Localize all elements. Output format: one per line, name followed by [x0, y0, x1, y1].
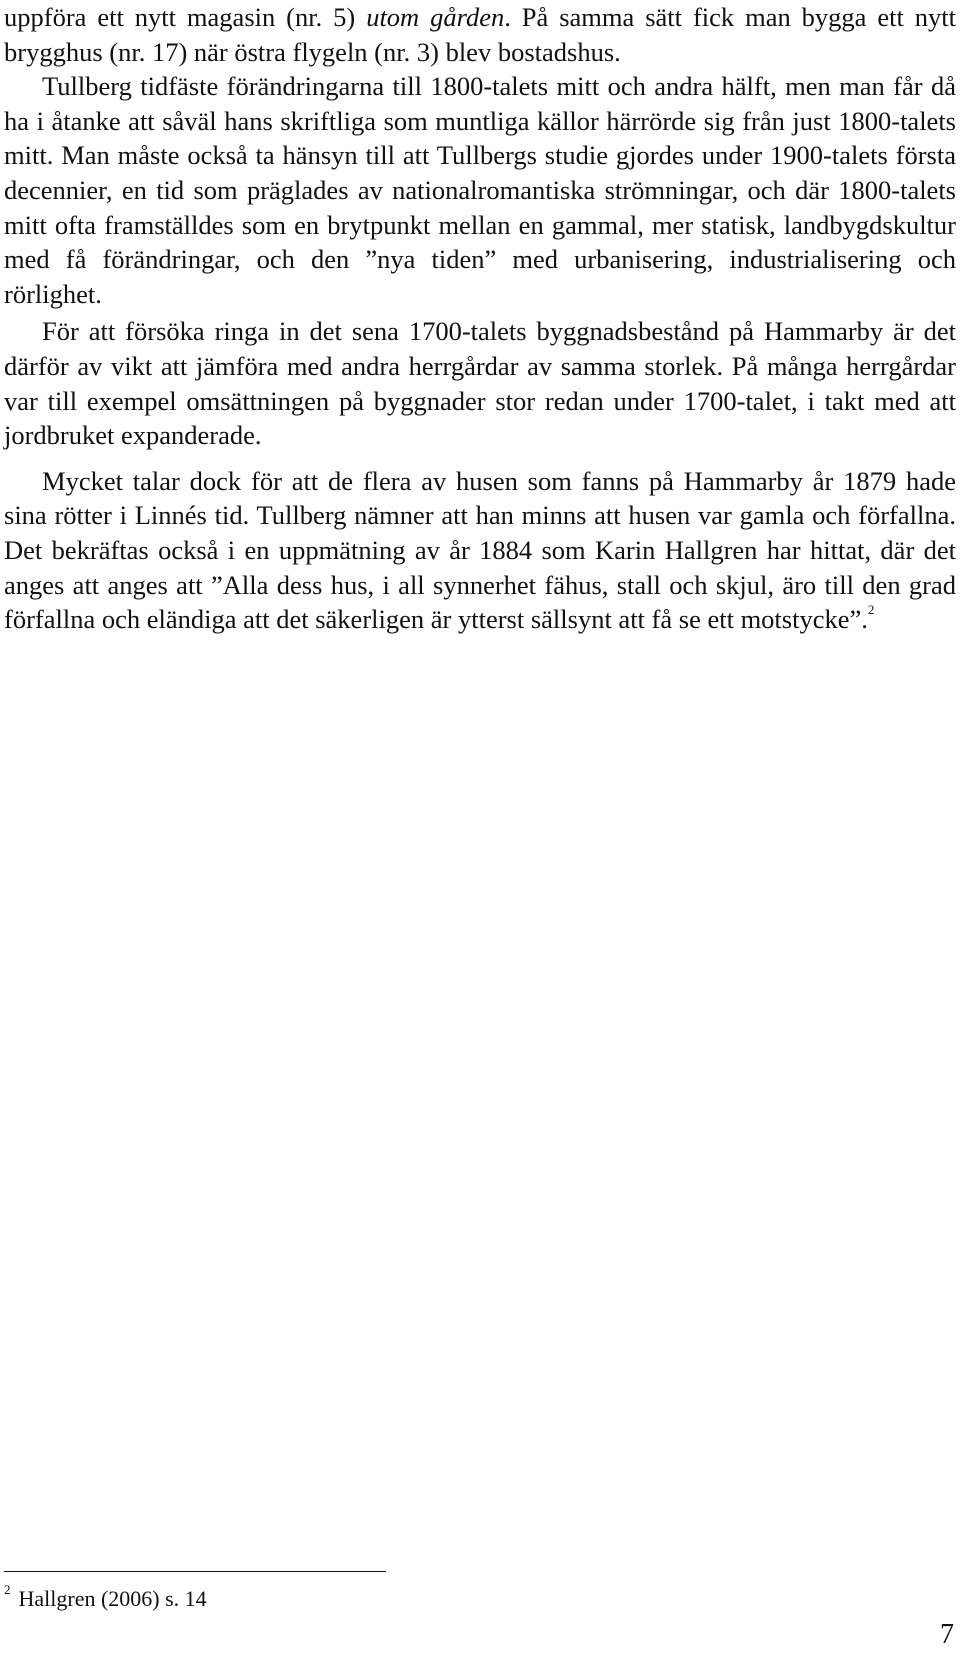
footnote-text: Hallgren (2006) s. 14	[18, 1586, 207, 1611]
footnote	[4, 1584, 207, 1614]
paragraph-2: Tullberg tidfäste förändringarna till 1800-talets mitt och andra hälft, men man får då ha i åtanke att såväl hans skriftliga som muntliga källor härrörde sig från just 1800-talets mitt. Man måste också ta hänsyn till att Tullbergs studie gjordes under 1900-talets första decennier, en tid som präglades av nationalromantiska strömningar, och där 1800-talets mitt ofta framställdes som en brytpunkt mellan en gammal, mer statisk, landbygdskultur med få förändringar, och den ”nya tiden” med urbanisering, industrialisering och rörlighet.	[4, 71, 956, 309]
footnote-number: 2	[4, 1582, 11, 1597]
body-text	[4, 0, 956, 637]
paragraph-1-part-2: . På samma sätt fick man bygga ett nytt brygghus (nr. 17) när östra flygeln (nr. 3) blev bostadshus.	[4, 2, 956, 67]
paragraph-1-emphasis: utom gården	[366, 2, 505, 32]
footnote-reference[interactable]: 2	[867, 602, 875, 618]
paragraph-1	[4, 0, 956, 69]
paragraph-4-text: Mycket talar dock för att de flera av husen som fanns på Hammarby år 1879 hade sina rötter i Linnés tid. Tullberg nämner att han minns att husen var gamla och förfallna. Det bekräftas också i en uppmätning av år 1884 som Karin Hallgren har hittat, där det anges att anges att ”Alla dess hus, i all synnerhet fähus, stall och skjul, äro till den grad förfallna och eländiga att det säkerligen är ytterst sällsynt att få se ett motstycke”.	[4, 465, 956, 635]
paragraph-3: För att försöka ringa in det sena 1700-talets byggnadsbestånd på Hammarby är det därför av vikt att jämföra med andra herrgårdar av samma storlek. På många herrgårdar var till exempel omsättningen på byggnader stor redan under 1700-talet, i takt med att jordbruket expanderade.	[4, 316, 956, 451]
paragraph-4	[4, 464, 956, 637]
page-number: 7	[940, 1619, 954, 1650]
paragraph-1-part-1: uppföra ett nytt magasin (nr. 5)	[4, 2, 367, 32]
footnote-separator	[4, 1571, 386, 1572]
